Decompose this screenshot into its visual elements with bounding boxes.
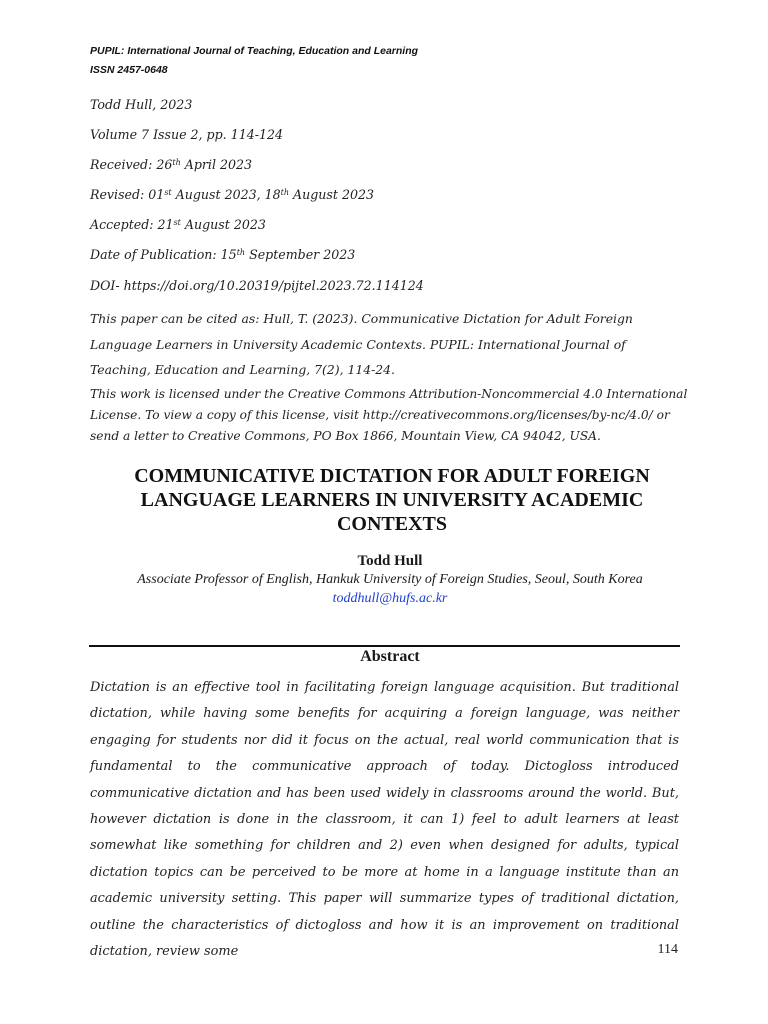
author-email-link[interactable]: toddhull@hufs.ac.kr	[332, 591, 448, 606]
revised-date: Revised: 01st August 2023, 18th August 2023	[90, 187, 374, 202]
volume-info: Volume 7 Issue 2, pp. 114-124	[90, 127, 284, 142]
publication-date: Date of Publication: 15th September 2023	[90, 247, 356, 262]
citation-note: This paper can be cited as: Hull, T. (2023). Communicative Dictation for Adult Foreign Language Learners in University Academic Contexts. PUPIL: International Journal of Teaching, Education and Learning, 7(2), 114-24.	[90, 311, 633, 377]
license-note: This work is licensed under the Creative Commons Attribution-Noncommercial 4.0 International License. To view a copy of this license, visit http://creativecommons.org/licenses/by-nc/4.0/ or send a letter to Creative Commons, PO Box 1866, Mountain View, CA 94042, USA.	[90, 387, 688, 443]
author-year: Todd Hull, 2023	[90, 97, 193, 112]
paper-title: COMMUNICATIVE DICTATION FOR ADULT FOREIGN LANGUAGE LEARNERS IN UNIVERSITY ACADEMIC CONTEXTS	[134, 465, 650, 535]
accepted-date: Accepted: 21st August 2023	[90, 217, 266, 232]
received-date: Received: 26th April 2023	[90, 157, 253, 172]
doi-link[interactable]: DOI- https://doi.org/10.20319/pijtel.2023.72.114124	[90, 278, 424, 293]
abstract-text: Dictation is an effective tool in facilitating foreign language acquisition. But traditional dictation, while having some benefits for acquiring a foreign language, was neither engaging for students nor did it focus on the actual, real world communication that is fundamental to the communicative approach of today. Dictogloss introduced communicative dictation and has been used widely in classrooms around the world. But, however dictation is done in the classroom, it can 1) feel to adult learners at least somewhat like something for children and 2) even when designed for adults, typical dictation topics can be perceived to be more at home in a language institute than an academic university setting. This paper will summarize types of traditional dictation, outline the characteristics of dictogloss and how it is an improvement on traditional dictation, review some	[90, 680, 679, 960]
author-affiliation: Associate Professor of English, Hankuk University of Foreign Studies, Seoul, South Korea	[137, 572, 643, 587]
section-divider	[89, 645, 680, 647]
journal-header	[90, 42, 690, 80]
abstract-heading: Abstract	[360, 648, 420, 665]
author-name: Todd Hull	[357, 553, 423, 569]
journal-name: PUPIL: International Journal of Teaching, Education and Learning	[90, 45, 419, 57]
page-number: 114	[657, 942, 678, 957]
journal-issn: ISSN 2457-0648	[90, 64, 168, 76]
